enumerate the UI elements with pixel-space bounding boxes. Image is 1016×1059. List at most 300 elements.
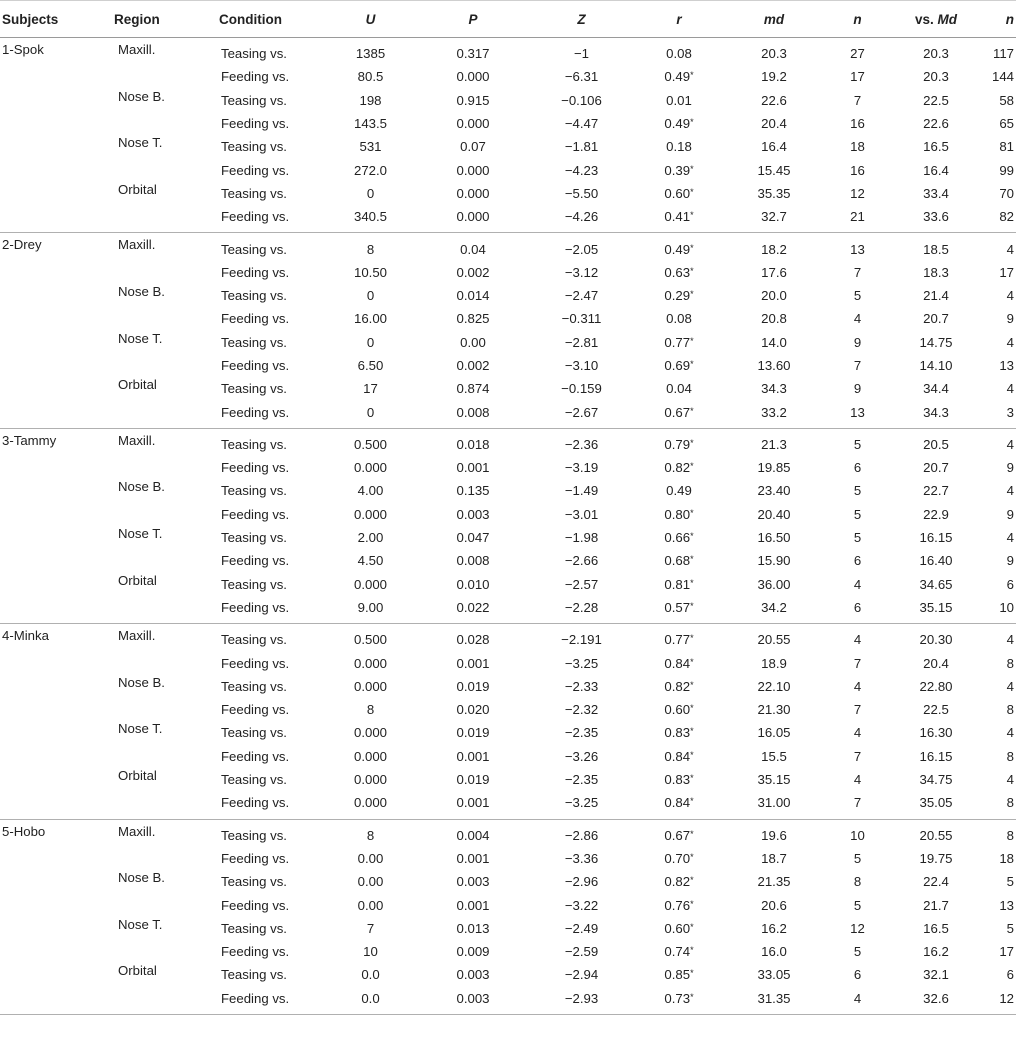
z-cell: −4.26 bbox=[525, 205, 638, 233]
significance-marker: * bbox=[690, 726, 694, 737]
r-cell bbox=[638, 112, 720, 135]
r-value: 0.77 bbox=[664, 334, 691, 350]
table-row bbox=[0, 573, 1016, 596]
subject-cell bbox=[0, 651, 112, 674]
md-cell: 16.05 bbox=[757, 725, 791, 741]
region-cell bbox=[112, 158, 217, 181]
md-cell: 15.90 bbox=[757, 553, 791, 569]
table-row bbox=[0, 38, 1016, 66]
r-value: 0.79 bbox=[664, 436, 691, 452]
condition-cell: Teasing vs. bbox=[221, 772, 287, 788]
u-cell: 4.50 bbox=[357, 553, 384, 569]
n1-cell: 7 bbox=[853, 655, 862, 671]
u-cell: 9.00 bbox=[320, 596, 421, 624]
md-cell: 16.4 bbox=[761, 139, 787, 155]
subject-cell bbox=[0, 284, 112, 307]
significance-marker: * bbox=[690, 554, 694, 565]
r-cell bbox=[638, 479, 720, 502]
p-cell: 0.003 bbox=[456, 967, 490, 983]
u-cell: 10.50 bbox=[353, 264, 387, 280]
md-cell: 21.3 bbox=[761, 436, 787, 452]
subject-cell bbox=[0, 112, 112, 135]
n1-cell: 16 bbox=[850, 116, 865, 132]
p-cell: 0.874 bbox=[456, 381, 490, 397]
vs-md-cell: 14.10 bbox=[919, 358, 953, 373]
significance-marker: * bbox=[690, 210, 694, 221]
md-cell: 20.3 bbox=[761, 46, 787, 62]
vs-md-cell: 16.4 bbox=[923, 162, 949, 178]
n2-cell: 82 bbox=[985, 205, 1016, 233]
n1-cell: 4 bbox=[853, 772, 862, 788]
n1-cell: 7 bbox=[853, 358, 862, 373]
n2-cell: 8 bbox=[1006, 748, 1014, 764]
n2-cell: 58 bbox=[999, 92, 1014, 108]
r-cell bbox=[638, 65, 720, 88]
condition-cell: Teasing vs. bbox=[221, 241, 287, 257]
vs-md-cell: 21.7 bbox=[923, 897, 949, 913]
z-cell: −3.26 bbox=[564, 748, 599, 764]
r-value: 0.08 bbox=[666, 311, 692, 327]
table-row bbox=[0, 847, 1016, 870]
vs-md-cell: 32.1 bbox=[923, 967, 949, 983]
r-value: 0.39 bbox=[664, 162, 691, 178]
header-z: Z bbox=[525, 1, 638, 38]
condition-cell: Feeding vs. bbox=[221, 897, 290, 913]
n2-cell: 9 bbox=[1006, 311, 1014, 327]
r-value: 0.41 bbox=[664, 209, 691, 225]
significance-marker: * bbox=[690, 749, 694, 760]
r-value: 0.69 bbox=[664, 358, 691, 373]
p-cell: 0.002 bbox=[456, 358, 490, 373]
r-cell bbox=[638, 698, 720, 721]
significance-marker: * bbox=[690, 898, 694, 909]
md-cell: 19.6 bbox=[761, 827, 787, 843]
p-cell: 0.008 bbox=[421, 400, 525, 428]
n1-cell: 5 bbox=[853, 483, 862, 499]
p-cell: 0.019 bbox=[456, 772, 490, 788]
md-cell: 17.6 bbox=[761, 264, 787, 280]
n2-cell: 4 bbox=[1006, 483, 1014, 499]
z-cell: −4.47 bbox=[564, 116, 599, 132]
p-cell: 0.001 bbox=[456, 655, 490, 671]
z-cell: −2.36 bbox=[564, 436, 599, 452]
md-cell: 21.35 bbox=[757, 874, 791, 890]
r-cell bbox=[638, 573, 720, 596]
region-cell: Nose B. bbox=[118, 479, 165, 495]
r-value: 0.85 bbox=[664, 967, 691, 983]
n2-cell: 4 bbox=[1006, 678, 1014, 694]
u-cell: 0.00 bbox=[357, 897, 384, 913]
table-row bbox=[0, 768, 1016, 791]
region-cell bbox=[112, 791, 217, 819]
vs-md-cell: 22.6 bbox=[923, 116, 949, 132]
r-cell bbox=[638, 135, 720, 158]
table-row bbox=[0, 549, 1016, 572]
region-cell: Nose B. bbox=[118, 870, 165, 886]
u-cell: 8 bbox=[366, 702, 375, 718]
r-value: 0.82 bbox=[664, 460, 691, 476]
header-u: U bbox=[320, 1, 421, 38]
md-cell: 16.2 bbox=[761, 920, 787, 936]
region-cell bbox=[112, 847, 217, 870]
md-cell: 20.6 bbox=[761, 897, 787, 913]
region-cell: Maxill. bbox=[118, 823, 156, 839]
u-cell: 0 bbox=[366, 288, 375, 304]
subject-cell: 2-Drey bbox=[2, 237, 42, 253]
u-cell: 340.5 bbox=[320, 205, 421, 233]
condition-cell: Feeding vs. bbox=[221, 460, 290, 476]
n2-cell: 8 bbox=[1006, 702, 1014, 718]
r-cell bbox=[638, 331, 720, 354]
condition-cell: Teasing vs. bbox=[221, 334, 287, 350]
subject-cell bbox=[0, 377, 112, 400]
r-cell bbox=[638, 307, 720, 330]
vs-md-cell: 22.80 bbox=[919, 678, 953, 694]
u-cell: 4.00 bbox=[357, 483, 384, 499]
r-cell bbox=[638, 182, 720, 205]
table-row bbox=[0, 135, 1016, 158]
n1-cell: 5 bbox=[853, 897, 862, 913]
significance-marker: * bbox=[690, 796, 694, 807]
n2-cell: 6 bbox=[1006, 967, 1014, 983]
subject-cell bbox=[0, 698, 112, 721]
significance-marker: * bbox=[690, 117, 694, 128]
vs-md-cell: 20.7 bbox=[923, 311, 949, 327]
region-cell: Orbital bbox=[118, 963, 157, 979]
z-cell: −3.25 bbox=[564, 655, 599, 671]
vs-md-cell: 18.5 bbox=[923, 241, 949, 257]
md-cell: 15.5 bbox=[761, 748, 787, 764]
table-row bbox=[0, 284, 1016, 307]
condition-cell: Feeding vs. bbox=[217, 205, 320, 233]
n1-cell: 4 bbox=[853, 311, 862, 327]
r-cell bbox=[638, 503, 720, 526]
subject-cell bbox=[0, 791, 112, 819]
z-cell: −1 bbox=[573, 46, 590, 62]
z-cell: −4.23 bbox=[564, 162, 599, 178]
md-cell: 19.2 bbox=[761, 69, 787, 85]
md-cell: 18.9 bbox=[761, 655, 787, 671]
condition-cell: Teasing vs. bbox=[221, 530, 287, 546]
z-cell: −3.19 bbox=[564, 460, 599, 476]
vs-md-cell: 32.6 bbox=[887, 987, 985, 1015]
md-cell: 20.4 bbox=[761, 116, 787, 132]
u-cell: 0.000 bbox=[353, 506, 387, 522]
p-cell: 0.000 bbox=[456, 116, 490, 132]
n1-cell: 6 bbox=[853, 460, 862, 476]
r-value: 0.73 bbox=[664, 990, 691, 1006]
r-cell bbox=[638, 158, 720, 181]
significance-marker: * bbox=[690, 991, 694, 1002]
condition-cell: Teasing vs. bbox=[221, 92, 287, 108]
condition-cell: Feeding vs. bbox=[217, 987, 320, 1015]
md-cell: 21.30 bbox=[757, 702, 791, 718]
n2-cell: 144 bbox=[991, 69, 1014, 85]
table-row bbox=[0, 307, 1016, 330]
subject-cell bbox=[0, 940, 112, 963]
subject-cell bbox=[0, 261, 112, 284]
subject-cell: 1-Spok bbox=[2, 42, 44, 57]
significance-marker: * bbox=[690, 437, 694, 448]
p-cell: 0.04 bbox=[460, 241, 486, 257]
table-row bbox=[0, 940, 1016, 963]
z-cell: −3.12 bbox=[564, 264, 599, 280]
header-vs-md-prefix: vs. bbox=[914, 11, 938, 27]
table-row bbox=[0, 819, 1016, 847]
n1-cell: 5 bbox=[853, 850, 862, 866]
n1-cell: 5 bbox=[853, 436, 862, 452]
subject-cell bbox=[0, 987, 112, 1015]
r-value: 0.04 bbox=[666, 381, 692, 397]
table-row bbox=[0, 526, 1016, 549]
significance-marker: * bbox=[690, 656, 694, 667]
header-row bbox=[0, 1, 1016, 38]
n2-cell: 18 bbox=[999, 850, 1014, 866]
r-cell bbox=[638, 38, 720, 66]
z-cell: −1.81 bbox=[564, 139, 599, 155]
md-cell: 34.3 bbox=[761, 381, 787, 397]
md-cell: 35.15 bbox=[757, 772, 791, 788]
r-value: 0.84 bbox=[664, 795, 691, 811]
p-cell: 0.003 bbox=[421, 987, 525, 1015]
md-cell: 31.35 bbox=[720, 987, 828, 1015]
condition-cell: Teasing vs. bbox=[221, 381, 287, 397]
u-cell: 0 bbox=[366, 334, 375, 350]
u-cell: 0.0 bbox=[361, 967, 380, 983]
region-cell bbox=[112, 987, 217, 1015]
region-cell bbox=[112, 503, 217, 526]
table-row bbox=[0, 870, 1016, 893]
region-cell: Maxill. bbox=[118, 42, 156, 57]
n1-cell: 21 bbox=[828, 205, 887, 233]
n1-cell: 5 bbox=[853, 944, 862, 960]
significance-marker: * bbox=[690, 921, 694, 932]
condition-cell: Teasing vs. bbox=[221, 874, 287, 890]
region-cell bbox=[112, 400, 217, 428]
region-cell: Nose B. bbox=[118, 88, 165, 104]
condition-cell: Teasing vs. bbox=[221, 576, 287, 592]
n2-cell: 17 bbox=[999, 944, 1014, 960]
z-cell: −2.47 bbox=[564, 288, 599, 304]
header-subjects: Subjects bbox=[0, 1, 112, 38]
table-row bbox=[0, 596, 1016, 624]
table-row bbox=[0, 377, 1016, 400]
region-cell: Nose T. bbox=[118, 330, 163, 346]
z-cell: −2.32 bbox=[564, 702, 599, 718]
vs-md-cell: 14.75 bbox=[919, 334, 953, 350]
p-cell: 0.009 bbox=[456, 944, 490, 960]
n2-cell: 4 bbox=[1006, 772, 1014, 788]
condition-cell: Teasing vs. bbox=[221, 288, 287, 304]
vs-md-cell: 16.30 bbox=[919, 725, 953, 741]
z-cell: −2.35 bbox=[564, 772, 599, 788]
subject-cell bbox=[0, 307, 112, 330]
significance-marker: * bbox=[690, 163, 694, 174]
region-cell bbox=[112, 205, 217, 233]
n1-cell: 6 bbox=[853, 967, 862, 983]
condition-cell: Feeding vs. bbox=[221, 311, 290, 327]
n2-cell: 81 bbox=[999, 139, 1014, 155]
u-cell: 80.5 bbox=[357, 69, 384, 85]
condition-cell: Teasing vs. bbox=[221, 483, 287, 499]
md-cell: 33.05 bbox=[757, 967, 791, 983]
z-cell: −1.98 bbox=[564, 530, 599, 546]
vs-md-cell: 22.9 bbox=[923, 506, 949, 522]
region-cell bbox=[112, 893, 217, 916]
vs-md-cell: 34.4 bbox=[923, 381, 949, 397]
md-cell: 15.45 bbox=[757, 162, 791, 178]
r-value: 0.49 bbox=[664, 69, 691, 85]
n1-cell: 5 bbox=[853, 530, 862, 546]
r-cell bbox=[638, 428, 720, 456]
table-row bbox=[0, 233, 1016, 261]
region-cell: Orbital bbox=[118, 767, 157, 783]
md-cell: 35.35 bbox=[757, 185, 791, 201]
subject-cell bbox=[0, 182, 112, 205]
n1-cell: 9 bbox=[853, 334, 862, 350]
condition-cell: Feeding vs. bbox=[221, 702, 290, 718]
vs-md-cell: 21.4 bbox=[923, 288, 949, 304]
md-cell: 14.0 bbox=[761, 334, 787, 350]
n2-cell: 13 bbox=[999, 358, 1014, 373]
subject-cell bbox=[0, 573, 112, 596]
n2-cell: 6 bbox=[1006, 576, 1014, 592]
table-row bbox=[0, 205, 1016, 233]
r-cell bbox=[638, 651, 720, 674]
md-cell: 18.7 bbox=[761, 850, 787, 866]
header-region: Region bbox=[112, 1, 217, 38]
r-value: 0.63 bbox=[664, 264, 691, 280]
n1-cell: 6 bbox=[853, 553, 862, 569]
n2-cell: 99 bbox=[999, 162, 1014, 178]
p-cell: 0.047 bbox=[456, 530, 490, 546]
r-value: 0.57 bbox=[664, 599, 691, 615]
r-cell bbox=[638, 233, 720, 261]
subject-cell bbox=[0, 870, 112, 893]
region-cell bbox=[112, 745, 217, 768]
r-cell bbox=[638, 870, 720, 893]
n2-cell: 65 bbox=[999, 116, 1014, 132]
n1-cell: 12 bbox=[850, 920, 865, 936]
r-cell bbox=[638, 400, 720, 428]
n1-cell: 10 bbox=[850, 827, 865, 843]
z-cell: −0.106 bbox=[561, 92, 602, 108]
r-cell bbox=[638, 893, 720, 916]
md-cell: 31.00 bbox=[720, 791, 828, 819]
u-cell: 0.0 bbox=[320, 987, 421, 1015]
u-cell: 6.50 bbox=[357, 358, 384, 373]
subject-cell bbox=[0, 331, 112, 354]
significance-marker: * bbox=[690, 600, 694, 611]
vs-md-cell: 16.15 bbox=[919, 748, 953, 764]
r-value: 0.77 bbox=[664, 632, 691, 648]
n2-cell: 4 bbox=[1006, 241, 1014, 257]
u-cell: 143.5 bbox=[353, 116, 387, 132]
vs-md-cell: 34.3 bbox=[887, 400, 985, 428]
condition-cell: Teasing vs. bbox=[221, 436, 287, 452]
vs-md-cell: 22.4 bbox=[923, 874, 949, 890]
md-cell: 34.2 bbox=[720, 596, 828, 624]
vs-md-cell: 22.7 bbox=[923, 483, 949, 499]
vs-md-cell: 20.3 bbox=[923, 46, 949, 62]
z-cell: −2.57 bbox=[564, 576, 599, 592]
significance-marker: * bbox=[690, 703, 694, 714]
u-cell: 272.0 bbox=[353, 162, 387, 178]
n1-cell: 4 bbox=[853, 678, 862, 694]
vs-md-cell: 20.30 bbox=[919, 632, 953, 648]
u-cell: 8 bbox=[366, 827, 375, 843]
r-cell bbox=[638, 721, 720, 744]
region-cell: Maxill. bbox=[118, 432, 156, 448]
n1-cell: 4 bbox=[853, 576, 862, 592]
region-cell: Orbital bbox=[118, 181, 157, 197]
n2-cell: 8 bbox=[1006, 655, 1014, 671]
u-cell: 0.000 bbox=[353, 678, 387, 694]
md-cell: 19.85 bbox=[757, 460, 791, 476]
region-cell bbox=[112, 65, 217, 88]
md-cell: 18.2 bbox=[761, 241, 787, 257]
z-cell: −0.311 bbox=[561, 311, 602, 327]
header-n2: n bbox=[985, 1, 1016, 38]
r-value: 0.84 bbox=[664, 748, 691, 764]
r-value: 0.01 bbox=[666, 92, 692, 108]
n2-cell: 3 bbox=[985, 400, 1016, 428]
subject-cell bbox=[0, 89, 112, 112]
r-value: 0.81 bbox=[664, 576, 691, 592]
z-cell: −1.49 bbox=[564, 483, 599, 499]
r-cell bbox=[638, 261, 720, 284]
vs-md-cell: 34.65 bbox=[919, 576, 953, 592]
u-cell: 0.000 bbox=[353, 460, 387, 476]
n2-cell: 9 bbox=[1006, 553, 1014, 569]
r-cell bbox=[638, 377, 720, 400]
r-value: 0.70 bbox=[664, 850, 691, 866]
region-cell: Orbital bbox=[118, 377, 157, 393]
n1-cell: 7 bbox=[853, 748, 862, 764]
condition-cell: Teasing vs. bbox=[221, 46, 287, 62]
u-cell: 0.500 bbox=[353, 436, 387, 452]
table-row bbox=[0, 354, 1016, 377]
n1-cell: 13 bbox=[828, 400, 887, 428]
subject-cell bbox=[0, 456, 112, 479]
p-cell: 0.002 bbox=[456, 264, 490, 280]
z-cell: −3.25 bbox=[525, 791, 638, 819]
condition-cell: Teasing vs. bbox=[221, 827, 287, 843]
u-cell: 0.000 bbox=[353, 725, 387, 741]
n1-cell: 16 bbox=[850, 162, 865, 178]
z-cell: −6.31 bbox=[564, 69, 599, 85]
n1-cell: 6 bbox=[828, 596, 887, 624]
u-cell: 0.500 bbox=[353, 632, 387, 648]
z-cell: −2.49 bbox=[564, 920, 599, 936]
subject-cell bbox=[0, 135, 112, 158]
md-cell: 36.00 bbox=[757, 576, 791, 592]
z-cell: −5.50 bbox=[564, 185, 599, 201]
subject-cell bbox=[0, 847, 112, 870]
condition-cell: Teasing vs. bbox=[221, 725, 287, 741]
vs-md-cell: 20.5 bbox=[923, 436, 949, 452]
table-row bbox=[0, 158, 1016, 181]
condition-cell: Feeding vs. bbox=[217, 596, 320, 624]
region-cell bbox=[112, 940, 217, 963]
p-cell: 0.001 bbox=[456, 460, 490, 476]
n2-cell: 5 bbox=[1006, 874, 1014, 890]
z-cell: −2.191 bbox=[561, 632, 602, 648]
region-cell: Nose T. bbox=[118, 135, 163, 151]
p-cell: 0.013 bbox=[456, 920, 490, 936]
subject-cell: 3-Tammy bbox=[2, 432, 57, 448]
z-cell: −2.86 bbox=[564, 827, 599, 843]
